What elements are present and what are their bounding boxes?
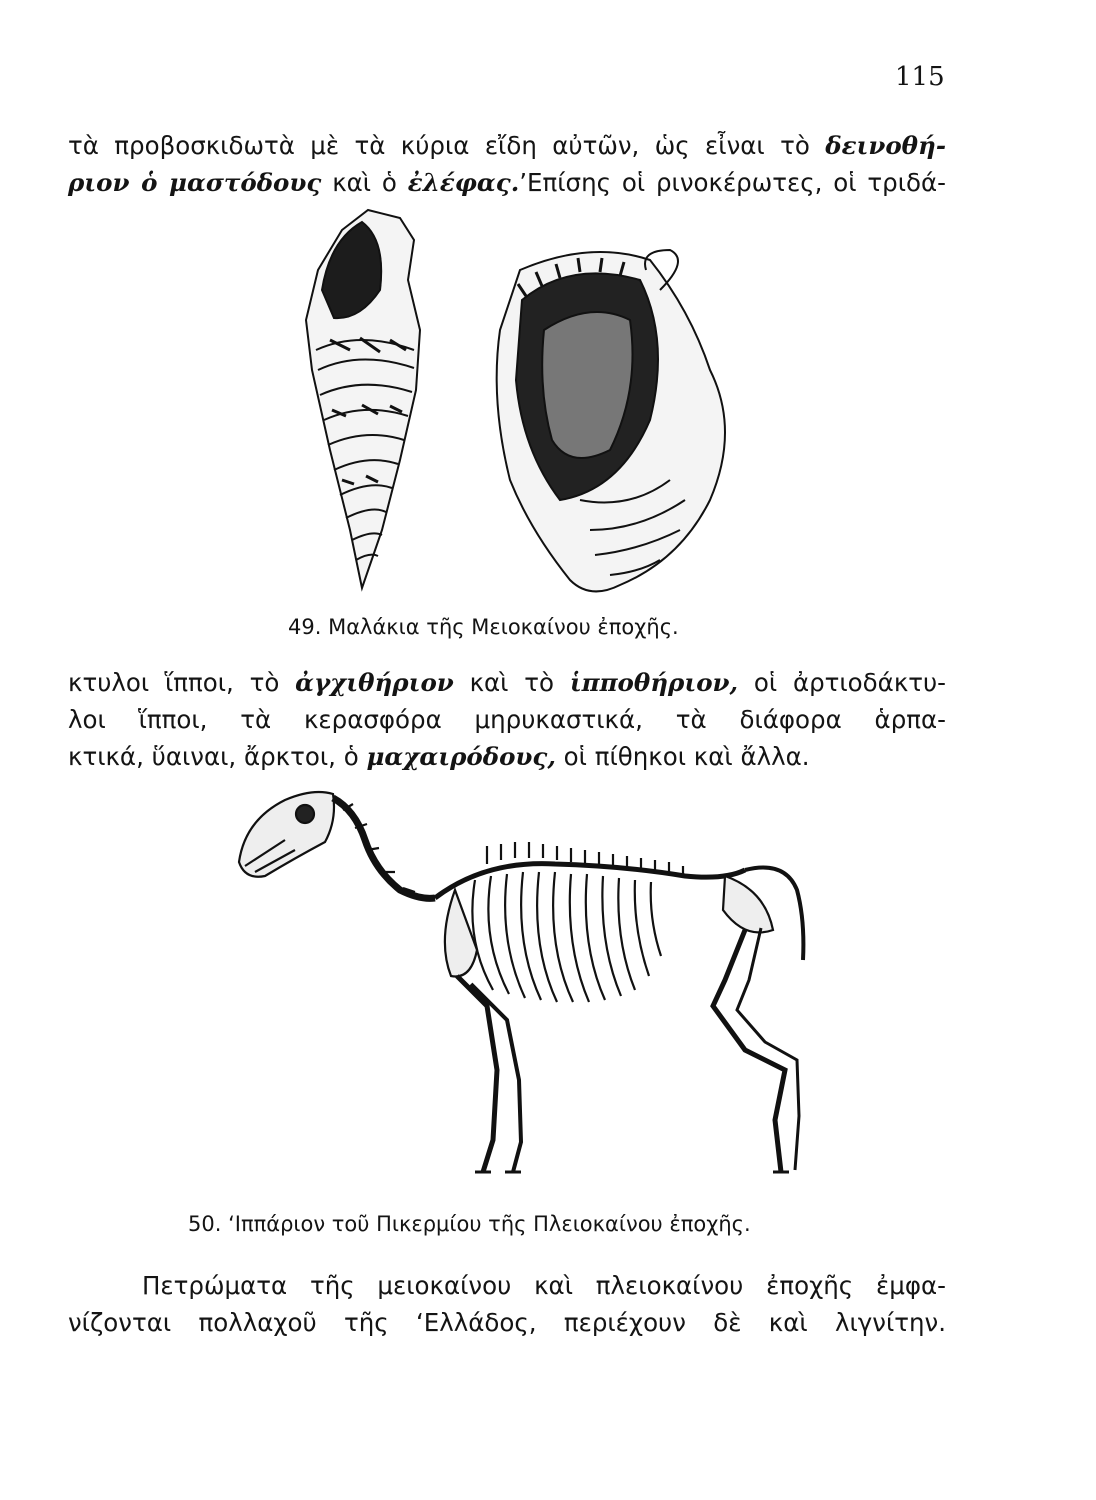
hind-leg [713,930,785,1172]
paragraph-2 [68,664,946,738]
paragraph-3-line-1: Πετρώματα τῆς μειοκαίνου καὶ πλειοκαίνου ἐποχῆς ἐμφα- [142,1271,946,1300]
figure-50-hipparion-skeleton [225,780,825,1180]
rib-cage [472,872,661,1002]
paragraph-3-line-2: νίζονται πολλαχοῦ τῆς ‘Ελλάδος, περιέχουν δὲ καὶ λιγνίτην. [68,1308,946,1337]
paragraph-2-last-line: κτικά, ὕαιναι, ἄρκτοι, ὁ μαχαιρόδους, οἱ πίθηκοι καὶ ἄλλα. [68,742,810,771]
figure-50-caption: 50. ‘Ιππάριον τοῦ Πικερμίου τῆς Πλειοκαίνου ἐποχῆς. [188,1212,751,1236]
neck [333,798,435,898]
turret-shell-illustration [306,210,420,588]
page-number: 115 [895,62,945,92]
paragraph-2-line-1: κτυλοι ἵπποι, τὸ ἀγχιθήριον καὶ τὸ ἱπποθήριον, οἱ ἀρτιοδάκτυ- [68,668,947,697]
paragraph-1 [68,127,946,201]
conch-shell-illustration [497,250,725,591]
spine [435,864,745,898]
paragraph-1-line-1: τὰ προβοσκιδωτὰ μὲ τὰ κύρια εἴδη αὐτῶν, ὡς εἶναι τὸ δεινοθή- [68,131,946,160]
paragraph-3 [68,1267,946,1341]
paragraph-1-line-2: ριον ὁ μαστόδους καὶ ὁ ἐλέφας.’Επίσης οἱ ρινοκέρωτες, οἱ τριδά- [68,168,946,197]
skull [239,792,334,877]
pelvis [723,876,773,933]
figure-49-caption: 49. Μαλάκια τῆς Μειοκαίνου ἐποχῆς. [288,615,679,639]
figure-49-shells [290,200,770,600]
paragraph-2-line-2: λοι ἵπποι, τὰ κερασφόρα μηρυκαστικά, τὰ διάφορα ἁρπα- [68,705,946,734]
